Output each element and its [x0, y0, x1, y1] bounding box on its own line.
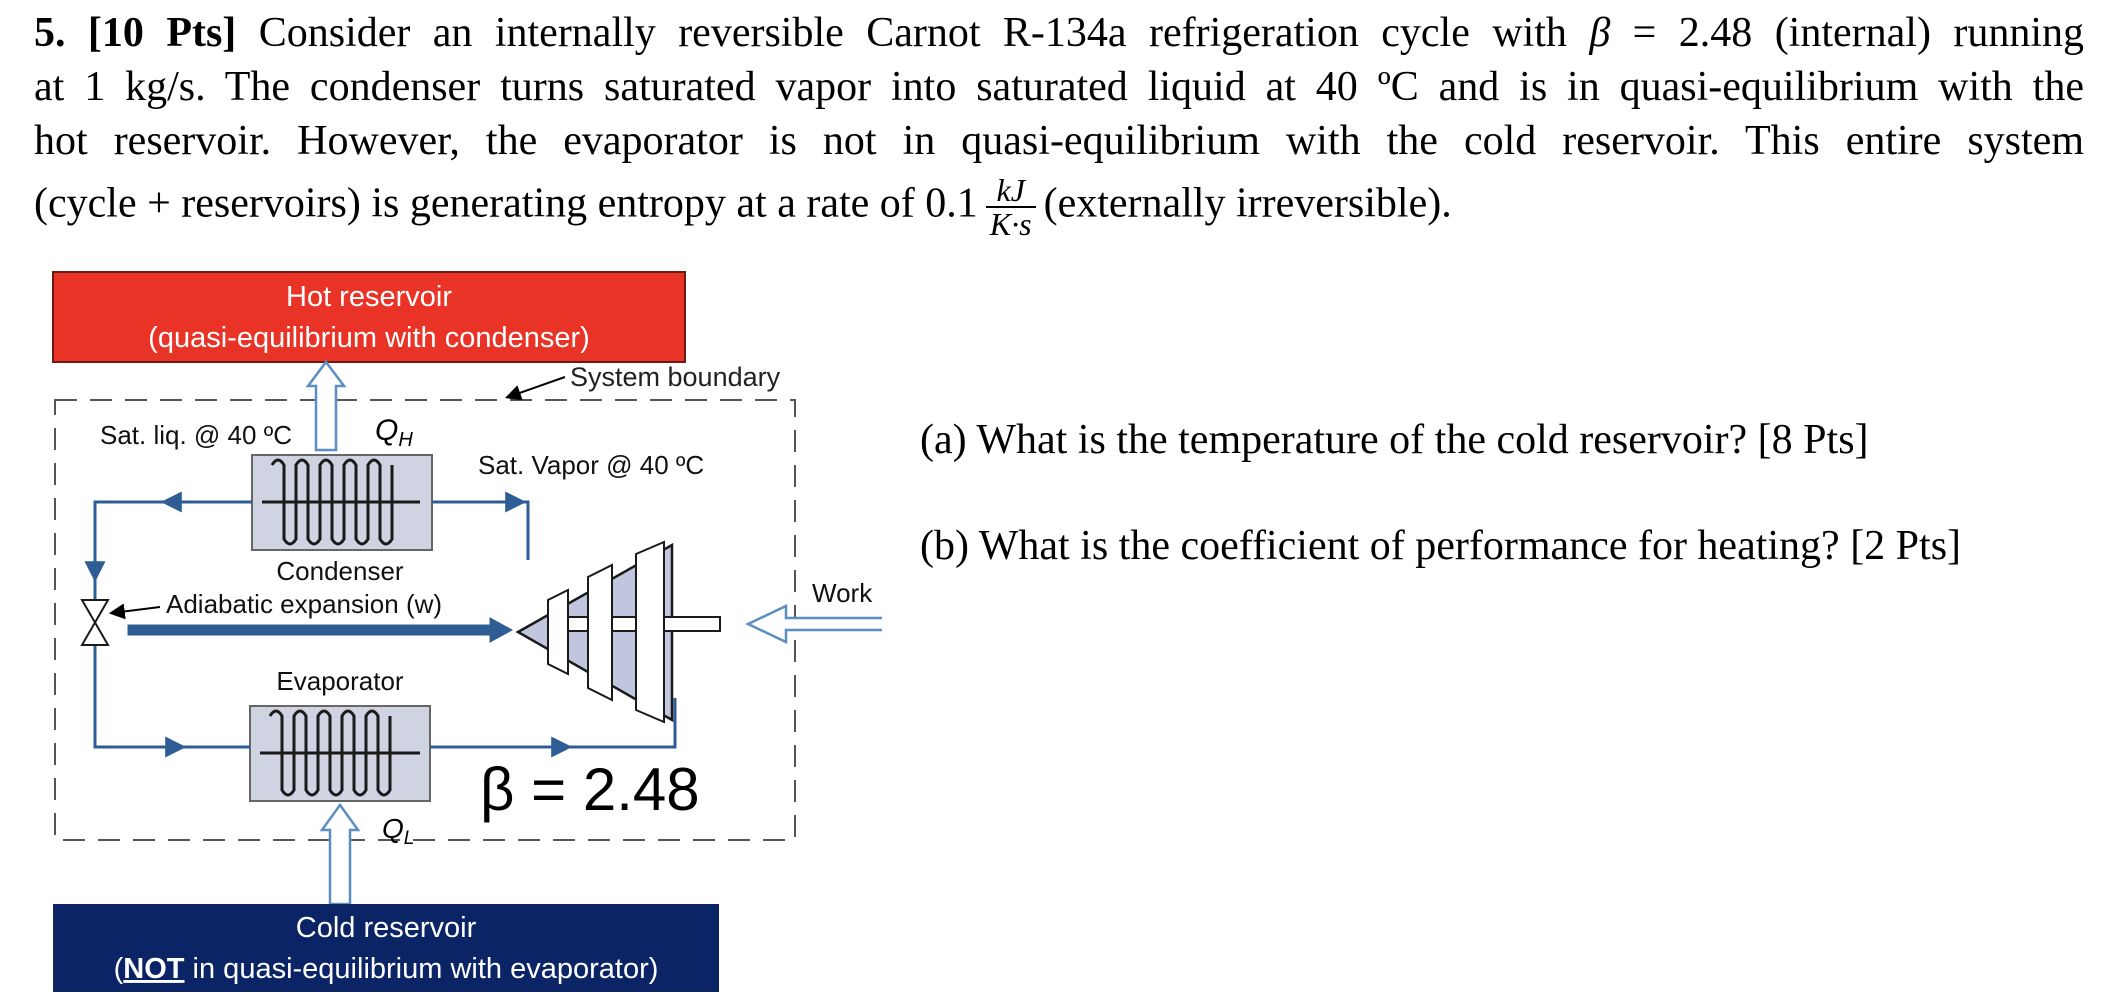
work-label: Work: [812, 578, 873, 608]
expansion-pointer: [112, 607, 160, 613]
question-b: (b) What is the coefficient of performance for heating? [2 Pts]: [920, 523, 1962, 569]
compressor-blade-2: [588, 565, 612, 700]
hot-reservoir-subtitle: (quasi-equilibrium with condenser): [148, 322, 590, 354]
ql-heat-arrow: [322, 805, 358, 904]
work-input-arrow: [748, 606, 882, 642]
problem-statement: [34, 6, 2084, 240]
system-boundary-label: System boundary: [570, 362, 781, 392]
work-transfer-arrow: [128, 618, 512, 642]
problem-text-1b: = 2.48 (internal) running: [1610, 10, 2085, 56]
problem-number: 5.: [34, 10, 66, 56]
unit-numerator: kJ: [986, 174, 1036, 208]
refrigeration-cycle-diagram: [0, 260, 900, 994]
unit-fraction: [986, 174, 1036, 240]
cold-reservoir-subtitle: (NOT in quasi-equilibrium with evaporator): [113, 953, 659, 985]
qh-label: $Q_H$: [375, 414, 413, 451]
problem-line-1: [34, 6, 2084, 60]
unit-denominator: K·s: [989, 206, 1032, 242]
hot-reservoir-title: Hot reservoir: [286, 281, 452, 313]
problem-line-3: hot reservoir. However, the evaporator is not in quasi-equilibrium with the cold reservoir. This entire system: [34, 118, 2084, 164]
cold-reservoir-title: Cold reservoir: [295, 912, 477, 944]
system-boundary-pointer: [508, 377, 565, 397]
beta-symbol: β: [1589, 10, 1611, 56]
problem-text-4b: (externally irreversible).: [1043, 180, 1452, 227]
problem-points: [10 Pts]: [87, 10, 237, 56]
evaporator-label: Evaporator: [276, 666, 404, 696]
problem-line-2: at 1 kg/s. The condenser turns saturated vapor into saturated liquid at 40 ºC and is in quasi-equilibrium with the: [34, 64, 2084, 110]
problem-text-1a: Consider an internally reversible Carnot R-134a refrigeration cycle with: [258, 10, 1590, 56]
ql-label: $Q_L$: [382, 813, 415, 849]
question-a: (a) What is the temperature of the cold reservoir? [8 Pts]: [920, 417, 1869, 463]
beta-value-label: β = 2.48: [480, 756, 700, 823]
compressor-blade-3: [636, 542, 664, 722]
problem-text-4a: (cycle + reservoirs) is generating entropy at a rate of 0.1: [34, 180, 978, 227]
sat-vapor-label: Sat. Vapor @ 40 ºC: [478, 450, 705, 480]
adiabatic-expansion-label: Adiabatic expansion (w): [166, 589, 443, 619]
compressor-blade-1: [548, 590, 568, 674]
sat-liquid-label: Sat. liq. @ 40 ºC: [100, 420, 292, 450]
problem-line-4: [34, 174, 2084, 240]
qh-heat-arrow: [308, 362, 344, 450]
condenser-label: Condenser: [276, 556, 404, 586]
expansion-valve-icon: [82, 600, 108, 645]
